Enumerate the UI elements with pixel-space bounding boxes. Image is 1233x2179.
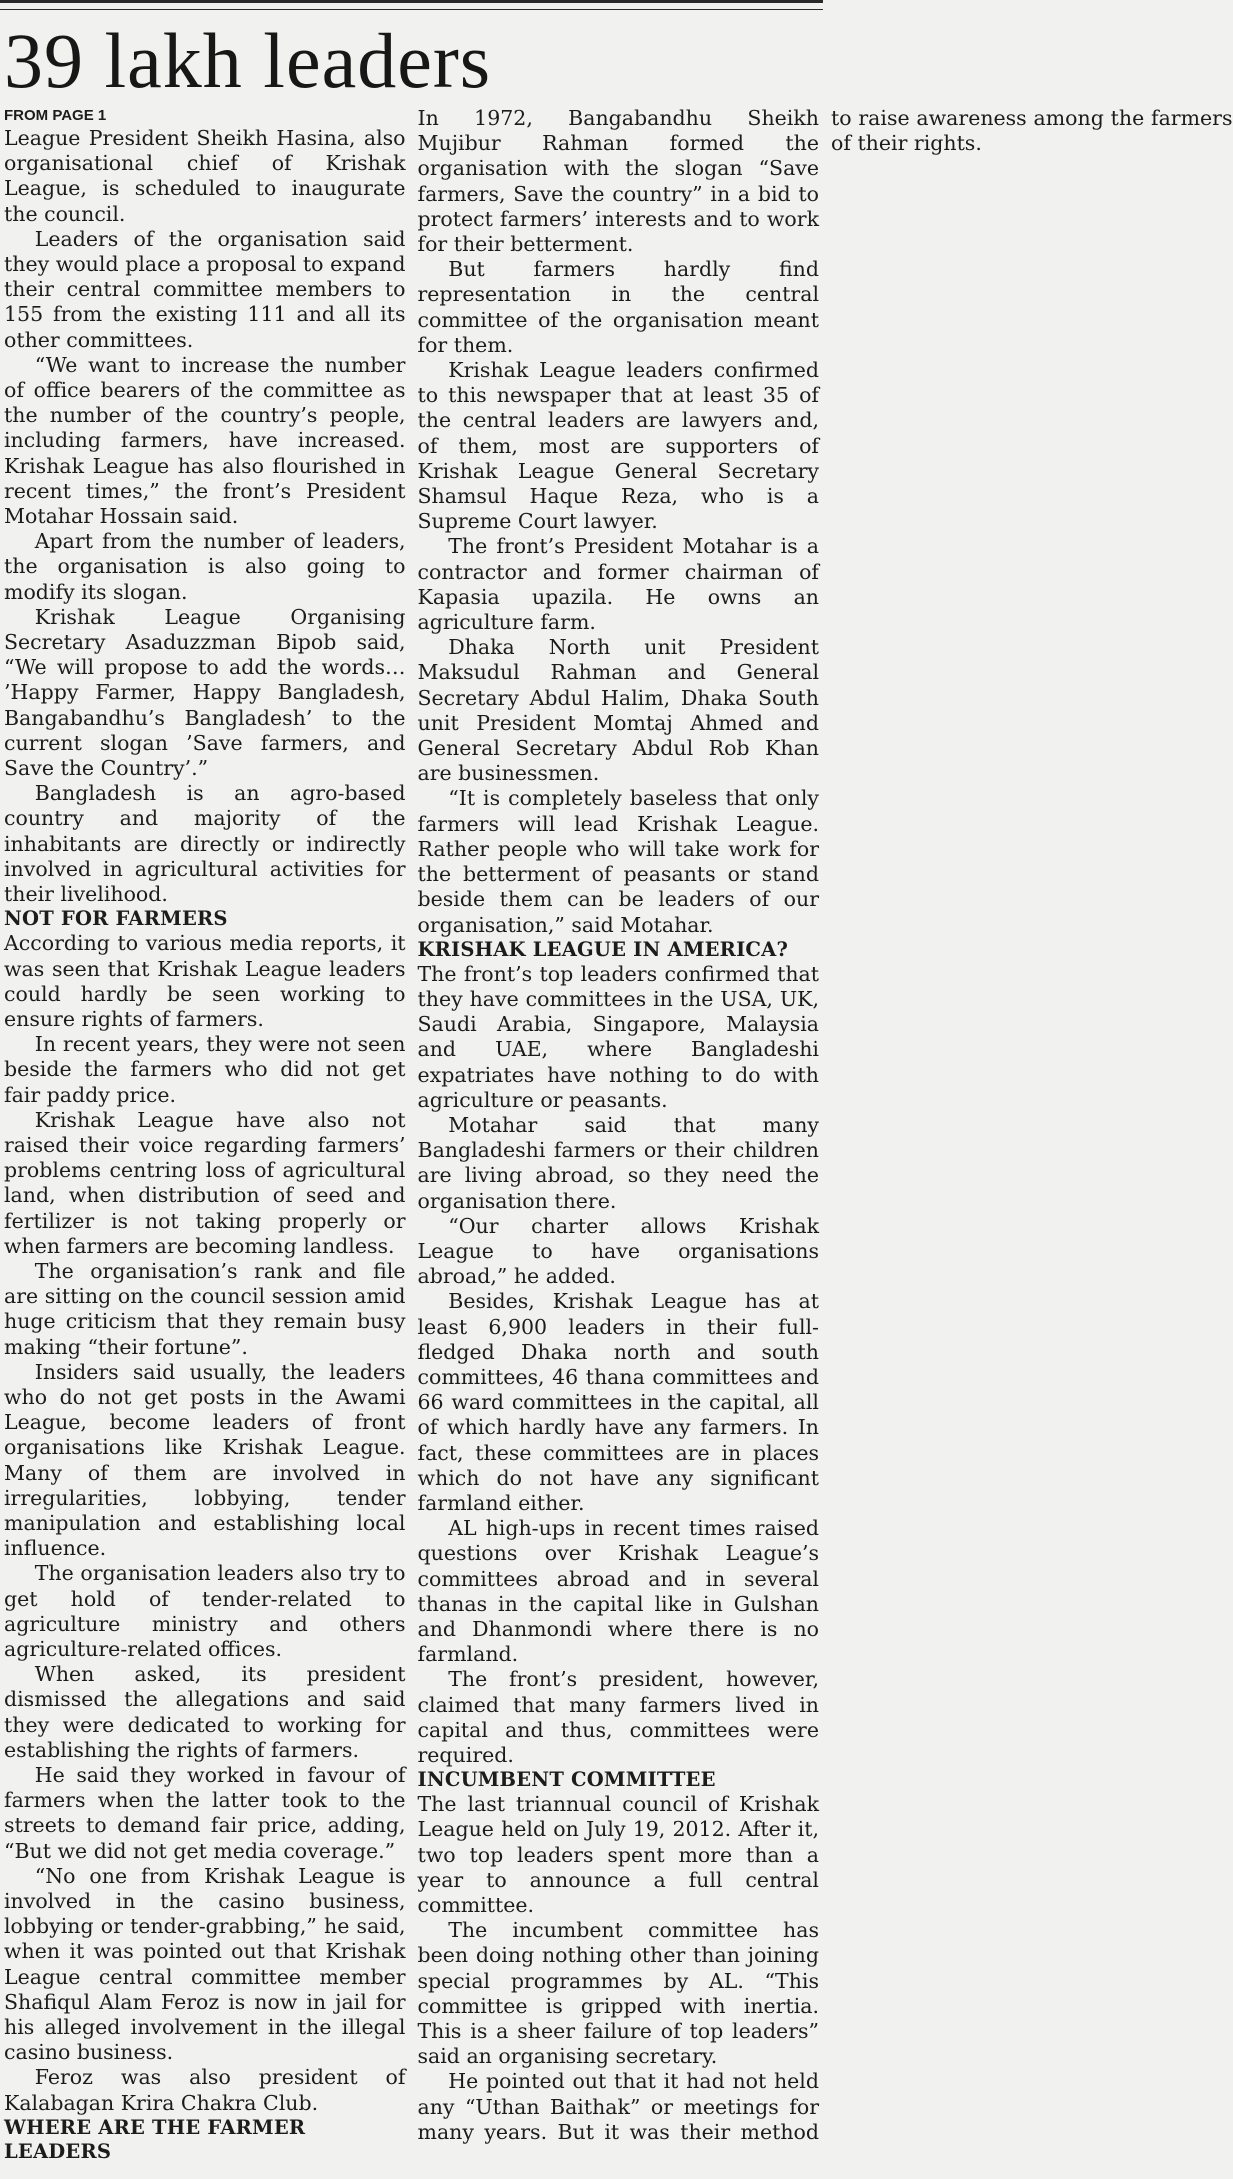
paragraph: Leaders of the organisation said they would place a proposal to expand their central committee members to 155 from the existing 111 and all its other committees. <box>4 226 406 352</box>
paragraph: He pointed out that it had not held any “Uthan Baithak” or meetings for many years. But it was their method to raise awareness among the farmers of their rights. <box>417 106 1233 2144</box>
continuation-kicker: FROM PAGE 1 <box>4 107 107 124</box>
paragraph: Besides, Krishak League has at least 6,900 leaders in their full-fledged Dhaka north and south committees, 46 thana committees and 66 ward committees in the capital, all of which hardly have any farmers. In fact, these committees are in places which do not have any significant farmland either. <box>417 1289 819 1515</box>
headline: 39 lakh leaders <box>4 17 492 104</box>
paragraph: In 1972, Bangabandhu Sheikh Mujibur Rahman formed the organisation with the slogan “Save farmers, Save the country” in a bid to protect farmers’ interests and to work for their betterment. <box>417 106 819 257</box>
section-subhead: WHERE ARE THE FARMER LEADERS <box>4 2115 306 2163</box>
paragraph: Feroz was also president of Kalabagan Krira Chakra Club. <box>4 2065 406 2115</box>
section-subhead: KRISHAK LEAGUE IN AMERICA? <box>417 937 789 961</box>
paragraph: The incumbent committee has been doing nothing other than joining special programmes by AL. “This committee is gripped with inertia. This is a sheer failure of top leaders” said an organising secretary. <box>417 1918 819 2069</box>
section-subhead: INCUMBENT COMMITTEE <box>417 1768 716 1792</box>
paragraph: “It is completely baseless that only farmers will lead Krishak League. Rather people who will take work for the betterment of peasants or stand beside them can be leaders of our organisation,” said Motahar. <box>417 786 819 937</box>
paragraph: Krishak League leaders confirmed to this newspaper that at least 35 of the central leaders are lawyers and, of them, most are supporters of Krishak League General Secretary Shamsul Haque Reza, who is a Supreme Court lawyer. <box>417 358 819 534</box>
paragraph: “Our charter allows Krishak League to have organisations abroad,” he added. <box>417 1213 819 1289</box>
paragraph: The front’s top leaders confirmed that they have committees in the USA, UK, Saudi Arabia, Singapore, Malaysia and UAE, where Bangladeshi expatriates have nothing to do with agriculture or peasants. <box>417 961 819 1112</box>
paragraph: Insiders said usually, the leaders who do not get posts in the Awami League, become leaders of front organisations like Krishak League. Many of them are involved in irregularities, lobbying, tender manipulation and establishing local influence. <box>4 1359 406 1561</box>
article-blocks <box>4 106 1233 2172</box>
paragraph: In recent years, they were not seen beside the farmers who did not get fair paddy price. <box>4 1032 406 1107</box>
paragraph: League President Sheikh Hasina, also organisational chief of Krishak League, is scheduled to inaugurate the council. <box>4 126 406 226</box>
section-subhead: NOT FOR FARMERS <box>4 907 228 931</box>
paragraph: But farmers hardly find representation in the central committee of the organisation meant for them. <box>417 257 819 357</box>
paragraph: According to various media reports, it was seen that Krishak League leaders could hardly be seen working to ensure rights of farmers. <box>4 931 406 1031</box>
paragraph: Krishak League Organising Secretary Asaduzzman Bipob said, “We will propose to add the words… ’Happy Farmer, Happy Bangladesh, Bangabandhu’s Bangladesh’ to the current slogan ’Save farmers, and Save the Country’.” <box>4 604 406 781</box>
paragraph: Bangladesh is an agro-based country and majority of the inhabitants are directly or indirectly involved in agricultural activities for their livelihood. <box>4 781 406 907</box>
paragraph: Dhaka North unit President Maksudul Rahman and General Secretary Abdul Halim, Dhaka South unit President Momtaj Ahmed and General Secretary Abdul Rob Khan are businessmen. <box>417 635 819 786</box>
paragraph: The front’s president, however, claimed that many farmers lived in capital and thus, committees were required. <box>417 1667 819 1767</box>
top-rule <box>0 0 823 10</box>
paragraph: Krishak League have also not raised their voice regarding farmers’ problems centring loss of agricultural land, when distribution of seed and fertilizer is not taking properly or when farmers are becoming landless. <box>4 1107 406 1258</box>
paragraph: Apart from the number of leaders, the organisation is also going to modify its slogan. <box>4 529 406 604</box>
paragraph: AL high-ups in recent times raised questions over Krishak League’s committees abroad and in several thanas in the capital like in Gulshan and Dhanmondi where there is no farmland. <box>417 1516 819 1667</box>
paragraph: The organisation leaders also try to get hold of tender-related to agriculture ministry and others agriculture-related offices. <box>4 1561 406 1661</box>
paragraph: The last triannual council of Krishak League held on July 19, 2012. After it, two top leaders spent more than a year to announce a full central committee. <box>417 1792 819 1918</box>
article-body <box>4 106 1233 2172</box>
paragraph: Motahar said that many Bangladeshi farmers or their children are living abroad, so they need the organisation there. <box>417 1112 819 1213</box>
paragraph: “No one from Krishak League is involved in the casino business, lobbying or tender-grabbing,” he said, when it was pointed out that Krishak League central committee member Shafiqul Alam Feroz is now in jail for his alleged involvement in the illegal casino business. <box>4 1863 406 2065</box>
paragraph: When asked, its president dismissed the allegations and said they were dedicated to working for establishing the rights of farmers. <box>4 1662 406 1762</box>
paragraph: He said they worked in favour of farmers when the latter took to the streets to demand fair price, adding, “But we did not get media coverage.” <box>4 1763 406 1863</box>
paragraph: “We want to increase the number of office bearers of the committee as the number of the country’s people, including farmers, have increased. Krishak League has also flourished in recent times,” the front’s President Motahar Hossain said. <box>4 352 406 529</box>
paragraph: The organisation’s rank and file are sitting on the council session amid huge criticism that they remain busy making “their fortune”. <box>4 1258 406 1359</box>
paragraph: The front’s President Motahar is a contractor and former chairman of Kapasia upazila. He owns an agriculture farm. <box>417 534 819 635</box>
